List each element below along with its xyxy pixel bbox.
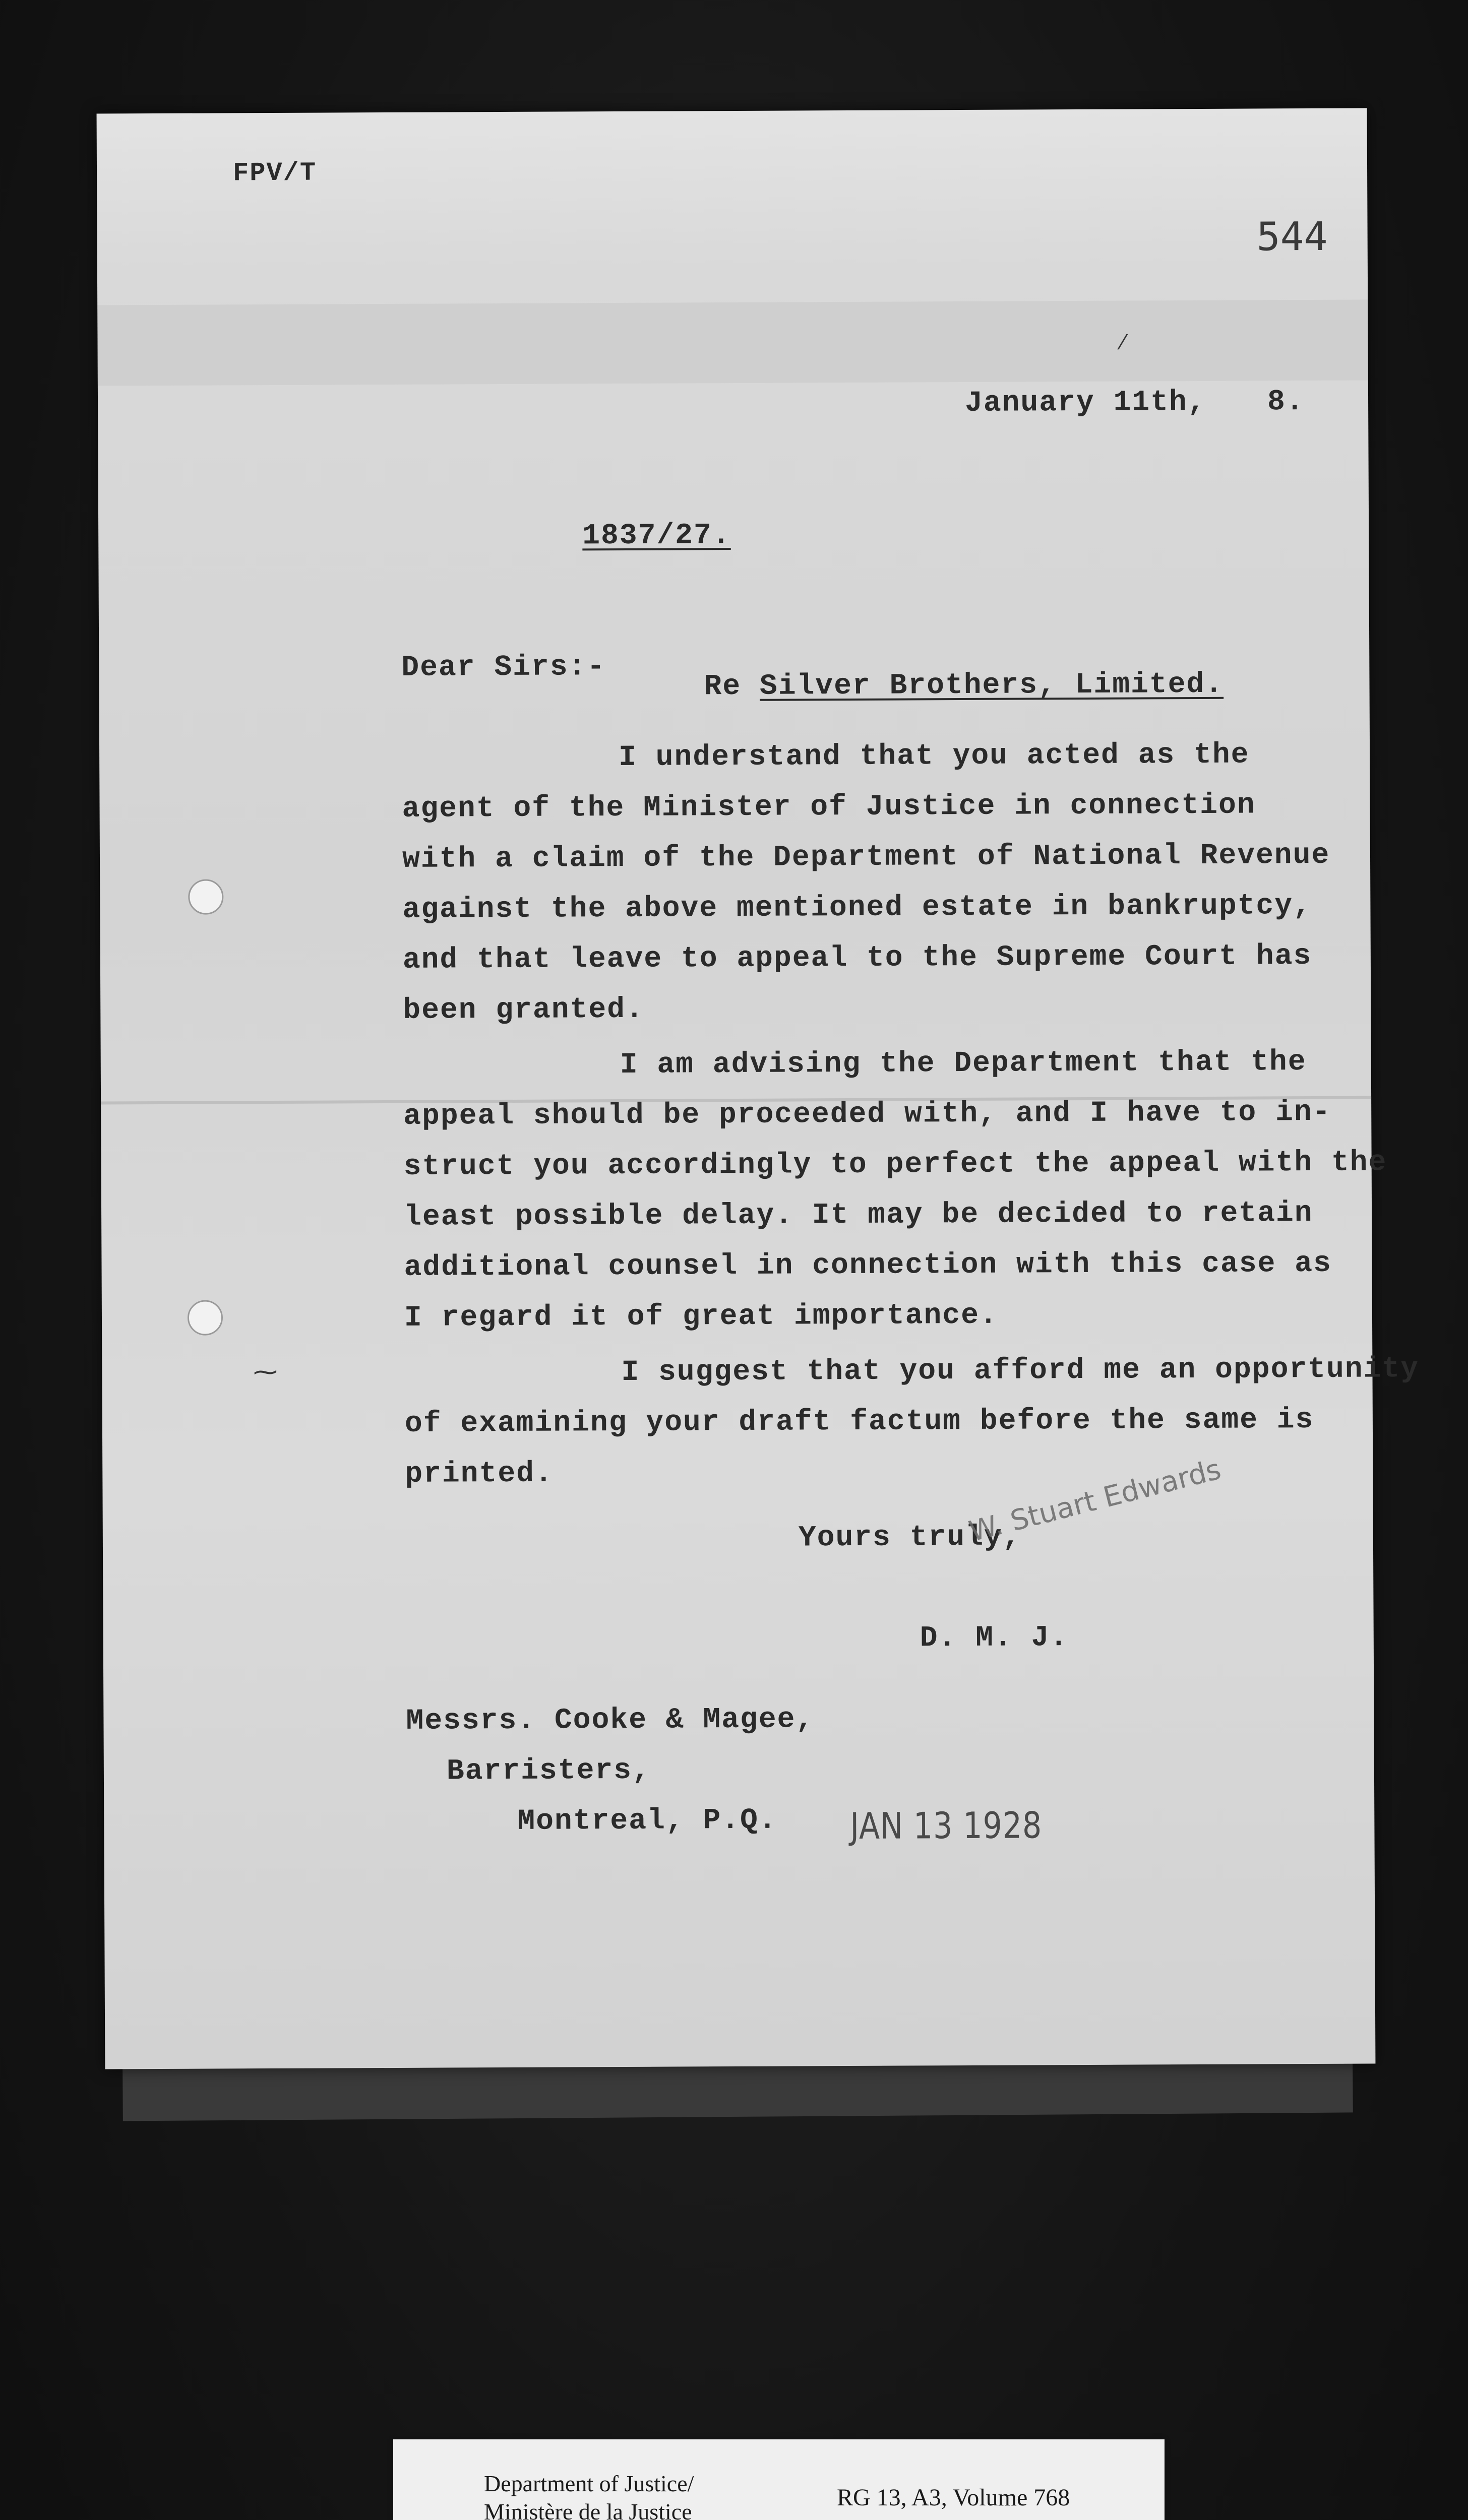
- punch-hole-bottom: [188, 1300, 223, 1335]
- signature: W. Stuart Edwards: [965, 1453, 1225, 1548]
- pen-tick: ⁄: [1121, 331, 1125, 354]
- addressee-line: Barristers,: [446, 1754, 651, 1788]
- subject-line: [704, 668, 1224, 703]
- body-line: struct you accordingly to perfect the appeal with the: [403, 1146, 1387, 1183]
- subject-prefix: Re: [704, 670, 742, 704]
- body-line: agent of the Minister of Justice in connection: [402, 789, 1256, 826]
- body-line: additional counsel in connection with this case as: [404, 1247, 1332, 1284]
- department-line-french: Ministère de la Justice: [484, 2499, 692, 2520]
- signer-initials: D. M. J.: [920, 1621, 1069, 1655]
- file-number: 1837/27.: [582, 519, 731, 553]
- subject-name: Silver Brothers, Limited.: [759, 668, 1224, 703]
- body-line: of examining your draft factum before the same is: [404, 1404, 1314, 1440]
- margin-mark: ⁓: [253, 1357, 278, 1387]
- addressee-line: Messrs. Cooke & Magee,: [406, 1703, 815, 1738]
- typist-initials: FPV/T: [232, 158, 317, 188]
- salutation: Dear Sirs:-: [401, 651, 606, 684]
- punch-hole-top: [188, 879, 223, 914]
- body-line: I understand that you acted as the: [618, 738, 1250, 775]
- archive-reference-label: [393, 2439, 1165, 2520]
- body-line: printed.: [405, 1457, 554, 1491]
- body-line: I regard it of great importance.: [404, 1299, 998, 1335]
- body-line: I suggest that you afford me an opportunity: [621, 1353, 1420, 1389]
- page-number: 544: [1256, 214, 1328, 260]
- body-line: I am advising the Department that the: [620, 1046, 1307, 1082]
- department-line-english: Department of Justice/: [484, 2471, 694, 2496]
- body-line: and that leave to appeal to the Supreme Court has: [402, 940, 1312, 977]
- letter-year: 8.: [1267, 386, 1305, 419]
- department-name: [484, 2470, 694, 2520]
- letter-date: January 11th,: [964, 386, 1206, 420]
- archive-reference: RG 13, A3, Volume 768: [837, 2484, 1070, 2511]
- closing: Yours truly,: [798, 1521, 1021, 1555]
- body-line: appeal should be proceeded with, and I have to in-: [403, 1096, 1331, 1133]
- body-line: with a claim of the Department of National Revenue: [402, 839, 1330, 876]
- body-line: least possible delay. It may be decided to retain: [403, 1197, 1313, 1234]
- addressee-line: Montreal, P.Q.: [517, 1804, 777, 1838]
- received-date-stamp: JAN 13 1928: [850, 1804, 1043, 1848]
- letter-page: [97, 108, 1420, 2069]
- body-line: been granted.: [403, 993, 644, 1027]
- body-line: against the above mentioned estate in bankruptcy,: [402, 890, 1312, 926]
- scan-band: [97, 300, 1368, 386]
